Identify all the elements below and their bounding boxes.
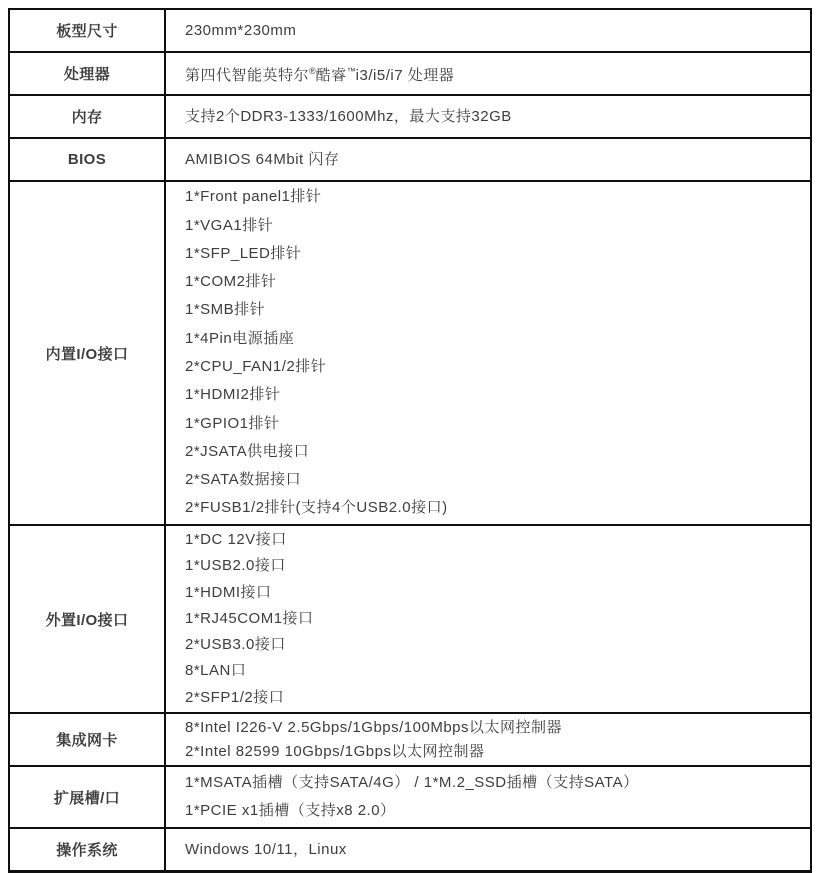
row-value-expansion-slots bbox=[165, 766, 811, 828]
spec-line bbox=[185, 59, 802, 88]
spec-line: 2*JSATA供电接口 bbox=[185, 442, 310, 460]
row-value-memory bbox=[165, 95, 811, 138]
row-value-bios bbox=[165, 138, 811, 181]
processor-text-part: 第四代智能英特尔 bbox=[185, 67, 310, 84]
row-label-expansion-slots: 扩展槽/口 bbox=[9, 766, 165, 828]
spec-line: 1*DC 12V接口 bbox=[185, 531, 287, 548]
spec-sheet bbox=[8, 8, 812, 873]
spec-line: 2*Intel 82599 10Gbps/1Gbps以太网控制器 bbox=[185, 742, 485, 760]
row-label-operating-system: 操作系统 bbox=[9, 828, 165, 872]
spec-line: 1*VGA1排针 bbox=[185, 216, 274, 234]
row-value-integrated-nic bbox=[165, 713, 811, 766]
spec-line: 1*PCIE x1插槽（支持x8 2.0） bbox=[185, 802, 396, 820]
spec-line: 1*SFP_LED排针 bbox=[185, 244, 302, 262]
spec-line: 8*LAN口 bbox=[185, 662, 247, 680]
spec-line: 2*FUSB1/2排针(支持4个USB2.0接口) bbox=[185, 499, 448, 517]
spec-line: 2*SATA数据接口 bbox=[185, 471, 302, 489]
table-row-expansion-slots bbox=[9, 766, 811, 828]
table-row-processor bbox=[9, 52, 811, 95]
spec-line: 1*USB2.0接口 bbox=[185, 557, 286, 575]
row-value-processor bbox=[165, 52, 811, 95]
spec-line: 2*SFP1/2接口 bbox=[185, 688, 285, 706]
spec-line: 8*Intel I226-V 2.5Gbps/1Gbps/100Mbps以太网控制器 bbox=[185, 718, 563, 736]
row-value-external-io bbox=[165, 525, 811, 713]
table-row-integrated-nic bbox=[9, 713, 811, 766]
table-row-external-io bbox=[9, 525, 811, 713]
processor-text-part: i3/i5/i7 处理器 bbox=[355, 67, 455, 84]
table-row-board-size bbox=[9, 9, 811, 52]
table-row-bios bbox=[9, 138, 811, 181]
spec-line: 1*GPIO1排针 bbox=[185, 414, 280, 432]
row-value-operating-system bbox=[165, 828, 811, 872]
spec-line: 1*RJ45COM1接口 bbox=[185, 609, 314, 627]
row-label-bios: BIOS bbox=[9, 138, 165, 181]
spec-line: 1*4Pin电源插座 bbox=[185, 329, 295, 347]
table-row-memory bbox=[9, 95, 811, 138]
spec-line: AMIBIOS 64Mbit 闪存 bbox=[185, 150, 340, 168]
registered-trademark-symbol: ® bbox=[309, 66, 316, 76]
table-row-internal-io bbox=[9, 181, 811, 525]
spec-line: 1*COM2排针 bbox=[185, 273, 277, 291]
row-label-memory: 内存 bbox=[9, 95, 165, 138]
spec-line: 2*CPU_FAN1/2排针 bbox=[185, 358, 327, 375]
row-value-internal-io bbox=[165, 181, 811, 525]
table-row-operating-system bbox=[9, 828, 811, 872]
spec-line: 1*Front panel1排针 bbox=[185, 188, 322, 206]
spec-line: 1*HDMI2排针 bbox=[185, 386, 281, 404]
processor-text-part: 酷睿 bbox=[315, 67, 347, 84]
row-label-board-size: 板型尺寸 bbox=[9, 9, 165, 52]
spec-table bbox=[8, 8, 812, 873]
spec-line: 2*USB3.0接口 bbox=[185, 636, 286, 654]
spec-line: 1*HDMI接口 bbox=[185, 583, 272, 601]
spec-line: 1*MSATA插槽（支持SATA/4G） / 1*M.2_SSD插槽（支持SATA） bbox=[185, 774, 639, 792]
spec-line: 230mm*230mm bbox=[185, 21, 297, 39]
spec-line: 支持2个DDR3-1333/1600Mhz，最大支持32GB bbox=[185, 107, 512, 125]
row-label-processor: 处理器 bbox=[9, 52, 165, 95]
row-value-board-size bbox=[165, 9, 811, 52]
trademark-symbol: ™ bbox=[346, 66, 356, 76]
row-label-internal-io: 内置I/O接口 bbox=[9, 181, 165, 525]
spec-line: Windows 10/11，Linux bbox=[185, 840, 347, 858]
row-label-integrated-nic: 集成网卡 bbox=[9, 713, 165, 766]
row-label-external-io: 外置I/O接口 bbox=[9, 525, 165, 713]
spec-line: 1*SMB排针 bbox=[185, 301, 266, 319]
